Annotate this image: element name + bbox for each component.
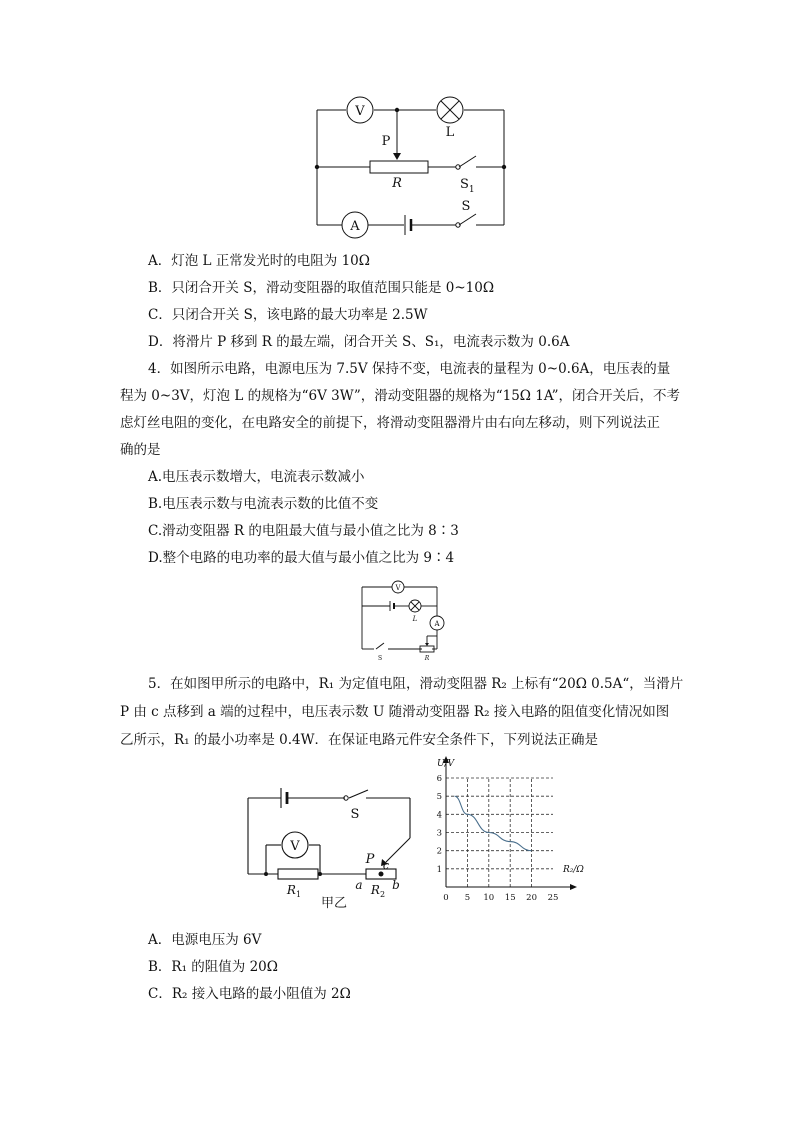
switch-s-label: S: [461, 199, 471, 214]
circuit-diagram-3: [238, 782, 428, 912]
c2-voltmeter-label: V: [395, 584, 401, 592]
q5-stem-line-2: P 由 c 点移到 a 端的过程中，电压表示数 U 随滑动变阻器 R₂ 接入电路的阻值变化情况如图: [120, 704, 670, 720]
slider-label: P: [381, 134, 391, 149]
c2-resistor-label: R: [424, 655, 430, 662]
q5-stem-line-1: 5．在如图甲所示的电路中，R₁ 为定值电阻，滑动变阻器 R₂ 上标有“20Ω 0.5A“，当滑片: [148, 676, 684, 692]
c3-r2-subscript: 2: [379, 890, 386, 899]
c3-switch-label: S: [350, 807, 360, 822]
switch-s1-label: [460, 177, 475, 195]
figure-caption: 甲乙: [320, 896, 348, 911]
chart-grid: [446, 778, 553, 887]
c3-slider-label: P: [365, 852, 375, 867]
chart-x-tick-label: 0: [443, 893, 449, 902]
chart-y-tick-label: 3: [436, 828, 442, 839]
chart-y-tick-label: 1: [436, 864, 442, 875]
circuit-diagram-2: [352, 576, 457, 664]
q4-option-d: D.整个电路的电功率的最大值与最小值之比为 9∶4: [148, 550, 455, 566]
ammeter-label: A: [350, 219, 360, 234]
c3-r1-letter: R: [286, 883, 296, 897]
c3-r1-label: [286, 883, 301, 899]
chart-x-tick-label: 5: [464, 893, 471, 902]
q5-option-c: C．R₂ 接入电路的最小阻值为 2Ω: [148, 986, 351, 1002]
q3-option-b: B．只闭合开关 S，滑动变阻器的取值范围只能是 0~10Ω: [148, 280, 495, 296]
q5-option-a: A．电源电压为 6V: [148, 932, 262, 948]
chart-x-tick-label: 20: [526, 893, 538, 902]
chart-x-tick-label: 15: [504, 893, 516, 902]
c3-r2-letter: R: [370, 883, 380, 897]
u-r2-chart: [420, 752, 590, 902]
chart-x-tick-label: 25: [547, 893, 559, 902]
q4-stem-line-2: 程为 0~3V，灯泡 L 的规格为“6V 3W”，滑动变阻器的规格为“15Ω 1A”，闭合开关后，不考: [120, 388, 681, 404]
chart-x-axis-arrow: [570, 884, 577, 890]
circuit-diagram-1: [300, 92, 520, 242]
voltmeter-label: V: [355, 104, 365, 119]
q3-option-d: D．将滑片 P 移到 R 的最左端，闭合开关 S、S₁，电流表示数为 0.6A: [148, 334, 570, 350]
c3-r1-subscript: 1: [295, 890, 302, 899]
chart-y-tick-label: 2: [436, 846, 442, 857]
q4-stem-line-1: 4．如图所示电路，电源电压为 7.5V 保持不变，电流表的量程为 0~0.6A，电压表的量: [148, 361, 671, 377]
c2-switch-label: S: [377, 655, 383, 662]
q4-stem-line-4: 确的是: [120, 442, 161, 458]
chart-series-line: [455, 796, 532, 851]
c3-end-a-label: a: [355, 878, 363, 892]
c2-ammeter-label: A: [434, 620, 440, 628]
c2-lamp-label: L: [412, 615, 418, 623]
lamp-label: L: [445, 125, 455, 140]
q3-option-c: C．只闭合开关 S，该电路的最大功率是 2.5W: [148, 307, 428, 323]
q4-stem-line-3: 虑灯丝电阻的变化，在电路安全的前提下，将滑动变阻器滑片由右向左移动，则下列说法正: [120, 415, 660, 431]
c3-point-c-label: c: [382, 859, 390, 872]
c3-voltmeter-label: V: [290, 839, 300, 854]
chart-series: [455, 796, 532, 851]
resistor-label: R: [392, 176, 402, 191]
chart-y-tick-label: 6: [436, 774, 442, 784]
q4-option-a: A.电压表示数增大，电流表示数减小: [148, 469, 365, 485]
chart-y-tick-label: 4: [436, 810, 442, 821]
chart-y-axis-label: U/V: [437, 759, 455, 769]
q5-option-b: B．R₁ 的阻值为 20Ω: [148, 959, 278, 975]
chart-tick-labels: [437, 774, 559, 902]
chart-x-axis-label: R₂/Ω: [563, 865, 584, 875]
chart-y-tick-label: 5: [436, 792, 442, 803]
c3-r2-label: [370, 883, 385, 899]
switch-s1-letter: S: [460, 177, 469, 192]
switch-s1-subscript: 1: [468, 185, 475, 195]
q3-option-a: A．灯泡 L 正常发光时的电阻为 10Ω: [148, 253, 370, 269]
q5-stem-line-3: 乙所示，R₁ 的最小功率是 0.4W．在保证电路元件安全条件下，下列说法正确是: [120, 732, 599, 748]
q4-option-b: B.电压表示数与电流表示数的比值不变: [148, 496, 379, 512]
chart-x-tick-label: 10: [483, 893, 495, 902]
c3-end-b-label: b: [392, 878, 400, 892]
q4-option-c: C.滑动变阻器 R 的电阻最大值与最小值之比为 8∶3: [148, 523, 459, 539]
